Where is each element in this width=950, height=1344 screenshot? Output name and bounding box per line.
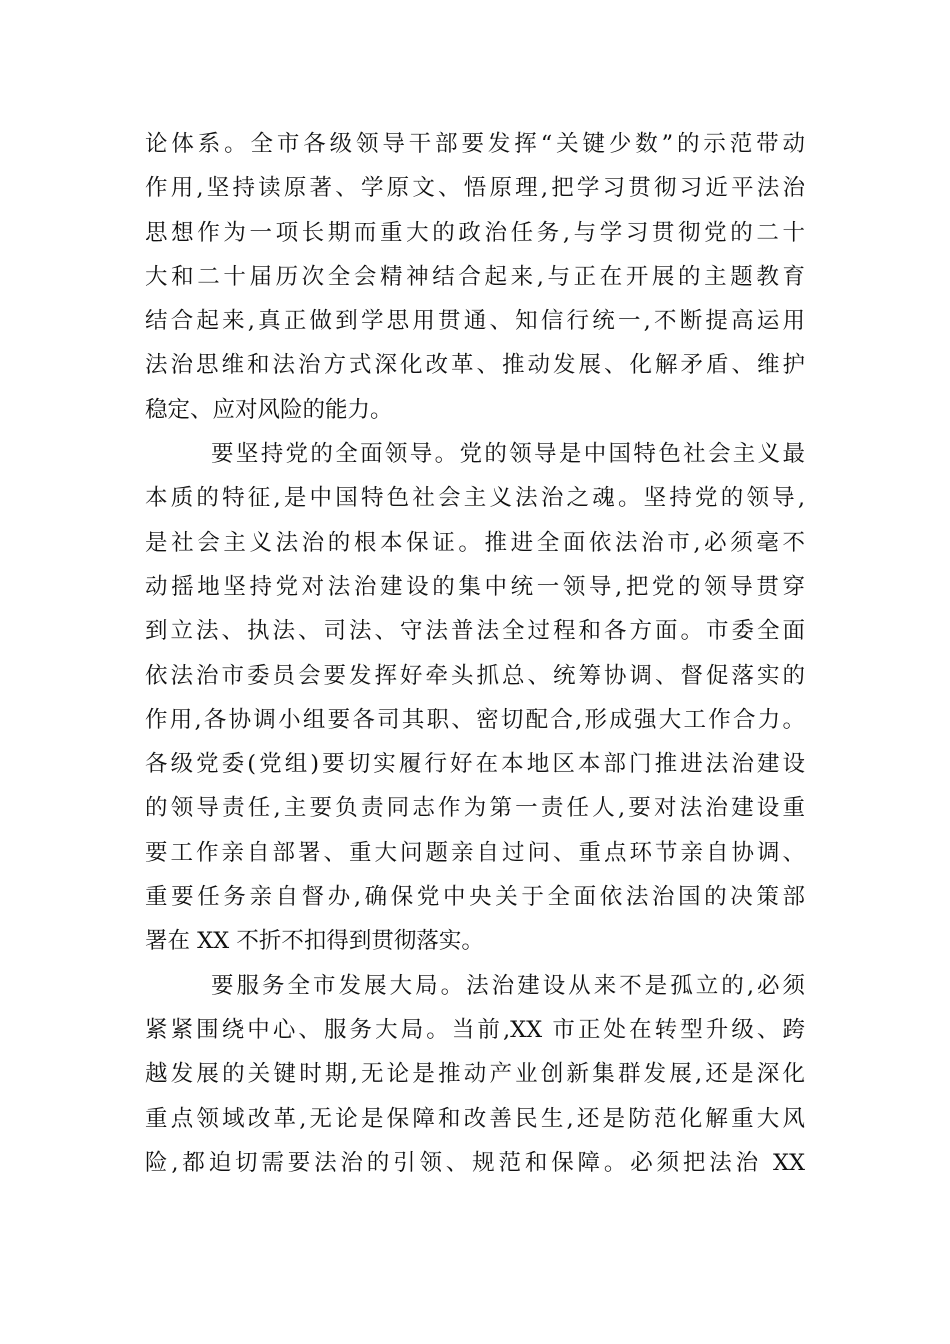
text-line: 要坚持党的全面领导。党的领导是中国特色社会主义最	[211, 441, 805, 468]
paragraph-serve-development	[145, 964, 805, 1185]
document-body	[145, 122, 805, 1185]
text-line: 各级党委(党组)要切实履行好在本地区本部门推进法治建设	[145, 751, 805, 778]
text-line: 论体系。全市各级领导干部要发挥“关键少数”的示范带动	[145, 131, 805, 157]
text-line: 险,都迫切需要法治的引领、规范和保障。必须把法治 XX	[145, 1149, 805, 1176]
text-line: 法治思维和法治方式深化改革、推动发展、化解矛盾、维护	[145, 352, 805, 379]
text-line: 本质的特征,是中国特色社会主义法治之魂。坚持党的领导,	[145, 485, 805, 512]
text-line: 重点领域改革,无论是保障和改善民生,还是防范化解重大风	[145, 1105, 805, 1132]
text-line: 思想作为一项长期而重大的政治任务,与学习贯彻党的二十	[145, 219, 805, 246]
text-line: 作用,坚持读原著、学原文、悟原理,把学习贯彻习近平法治	[145, 175, 805, 202]
text-line: 到立法、执法、司法、守法普法全过程和各方面。市委全面	[145, 618, 805, 645]
paragraph-study-leadership	[145, 122, 805, 432]
text-line: 作用,各协调小组要各司其职、密切配合,形成强大工作合力。	[145, 706, 805, 733]
text-line: 是社会主义法治的根本保证。推进全面依法治市,必须毫不	[145, 529, 805, 556]
text-line: 的领导责任,主要负责同志作为第一责任人,要对法治建设重	[145, 795, 805, 822]
text-line: 稳定、应对风险的能力。	[145, 396, 393, 423]
text-line: 重要任务亲自督办,确保党中央关于全面依法治国的决策部	[145, 884, 805, 911]
text-line: 动摇地坚持党对法治建设的集中统一领导,把党的领导贯穿	[145, 573, 805, 600]
text-line: 要服务全市发展大局。法治建设从来不是孤立的,必须	[211, 972, 805, 999]
text-line: 结合起来,真正做到学思用贯通、知信行统一,不断提高运用	[145, 308, 805, 335]
text-line: 要工作亲自部署、重大问题亲自过问、重点环节亲自协调、	[145, 839, 805, 866]
paragraph-party-leadership	[145, 432, 805, 964]
text-line: 越发展的关键时期,无论是推动产业创新集群发展,还是深化	[145, 1061, 805, 1088]
text-line: 依法治市委员会要发挥好牵头抓总、统筹协调、督促落实的	[145, 662, 805, 689]
text-line: 紧紧围绕中心、服务大局。当前,XX 市正处在转型升级、跨	[145, 1016, 805, 1043]
text-line: 署在 XX 不折不扣得到贯彻落实。	[145, 928, 484, 955]
text-line: 大和二十届历次全会精神结合起来,与正在开展的主题教育	[145, 263, 805, 290]
